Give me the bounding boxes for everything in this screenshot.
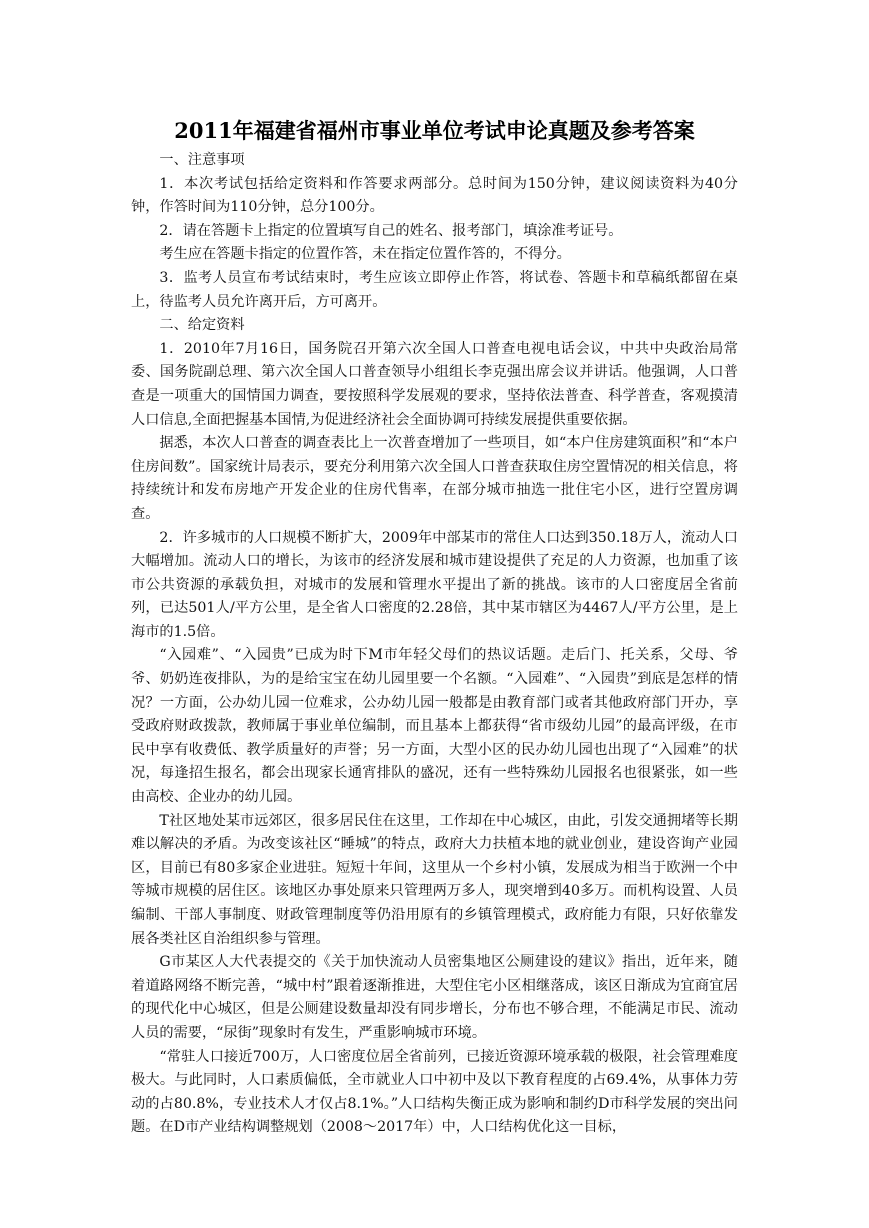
paragraph: “常驻人口接近700万，人口密度位居全省前列，已接近资源环境承载的极限，社会管理难度极大。与此同时，人口素质偏低，全市就业人口中初中及以下教育程度的占69.4%，从事体力劳动的占80.8%，专业技术人才仅占8.1%。”人口结构失衡正成为影响和制约D市科学发展的突出问题。在D市产业结构调整规划（2008～2017年）中，人口结构优化这一目标， — [131, 1048, 738, 1136]
section-heading-notes: 一、注意事项 — [159, 152, 245, 168]
paragraph: T社区地处某市远郊区，很多居民住在这里，工作却在中心城区，由此，引发交通拥堵等长期难以解决的矛盾。为改变该社区“睡城”的特点，政府大力扶植本地的就业创业，建设咨询产业园区，目前已有80多家企业进驻。短短十年间，这里从一个乡村小镇，发展成为相当于欧洲一个中等城市规模的居住区。该地区办事处原来只管理两万多人，现突增到40多万。而机构设置、人员编制、干部人事制度、财政管理制度等仍沿用原有的乡镇管理模式，政府能力有限，只好依靠发展各类社区自治组织参与管理。 — [131, 812, 738, 947]
paragraph: “入园难”、“入园贵”已成为时下M市年轻父母们的热议话题。走后门、托关系，父母、爷爷、奶奶连夜排队，为的是给宝宝在幼儿园里要一个名额。“入园难”、“入园贵”到底是怎样的情况？一方面，公办幼儿园一位难求，公办幼儿园一般都是由教育部门或者其他政府部门开办，享受政府财政拨款，教师属于事业单位编制，而且基本上都获得“省市级幼儿园”的最高评级，在市民中享有收费低、教学质量好的声誉；另一方面，大型小区的民办幼儿园也出现了“入园难”的状况，每逢招生报名，都会出现家长通宵排队的盛况，还有一些特殊幼儿园报名也很紧张，如一些由高校、企业办的幼儿园。 — [131, 647, 738, 806]
document-body — [131, 149, 738, 1140]
paragraph: 3．监考人员宣布考试结束时，考生应该立即停止作答，将试卷、答题卡和草稿纸都留在桌上，待监考人员允许离开后，方可离开。 — [131, 269, 738, 310]
paragraph: G市某区人大代表提交的《关于加快流动人员密集地区公厕建设的建议》指出，近年来，随着道路网络不断完善，“城中村”跟着逐渐推进，大型住宅小区相继落成，该区日渐成为宜商宜居的现代化中心城区，但是公厕建设数量却没有同步增长，分布也不够合理，不能满足市民、流动人员的需要，“尿街”现象时有发生，严重影响城市环境。 — [131, 954, 738, 1041]
paragraph: 2．许多城市的人口规模不断扩大，2009年中部某市的常住人口达到350.18万人，流动人口大幅增加。流动人口的增长，为该市的经济发展和城市建设提供了充足的人力资源，也加重了该市公共资源的承载负担，对城市的发展和管理水平提出了新的挑战。该市的人口密度居全省前列，已达501人/平方公里，是全省人口密度的2.28倍，其中某市辖区为4467人/平方公里，是上海市的1.5倍。 — [131, 529, 738, 640]
paragraph: 1．2010年7月16日，国务院召开第六次全国人口普查电视电话会议，中共中央政治局常委、国务院副总理、第六次全国人口普查领导小组组长李克强出席会议并讲话。他强调，人口普查是一项重大的国情国力调查，要按照科学发展观的要求，坚持依法普查、科学普查，客观摸清人口信息,全面把握基本国情,为促进经济社会全面协调可持续发展提供重要依据。 — [131, 340, 738, 428]
paragraph: 1．本次考试包括给定资料和作答要求两部分。总时间为150分钟，建议阅读资料为40分钟，作答时间为110分钟，总分100分。 — [131, 175, 738, 216]
paragraph: 2．请在答题卡上指定的位置填写自己的姓名、报考部门，填涂准考证号。 — [159, 222, 623, 239]
section-heading-materials: 二、给定资料 — [159, 317, 245, 334]
paragraph: 据悉，本次人口普查的调查表比上一次普查增加了一些项目，如“本户住房建筑面积”和“本户住房间数”。国家统计局表示，要充分利用第六次全国人口普查获取住房空置情况的相关信息，将持续统计和发布房地产开发企业的住房代售率，在部分城市抽选一批住宅小区，进行空置房调查。 — [131, 435, 738, 522]
paragraph: 考生应在答题卡指定的位置作答，未在指定位置作答的，不得分。 — [159, 246, 571, 263]
page-title: 2011年福建省福州市事业单位考试申论真题及参考答案 — [174, 118, 695, 143]
